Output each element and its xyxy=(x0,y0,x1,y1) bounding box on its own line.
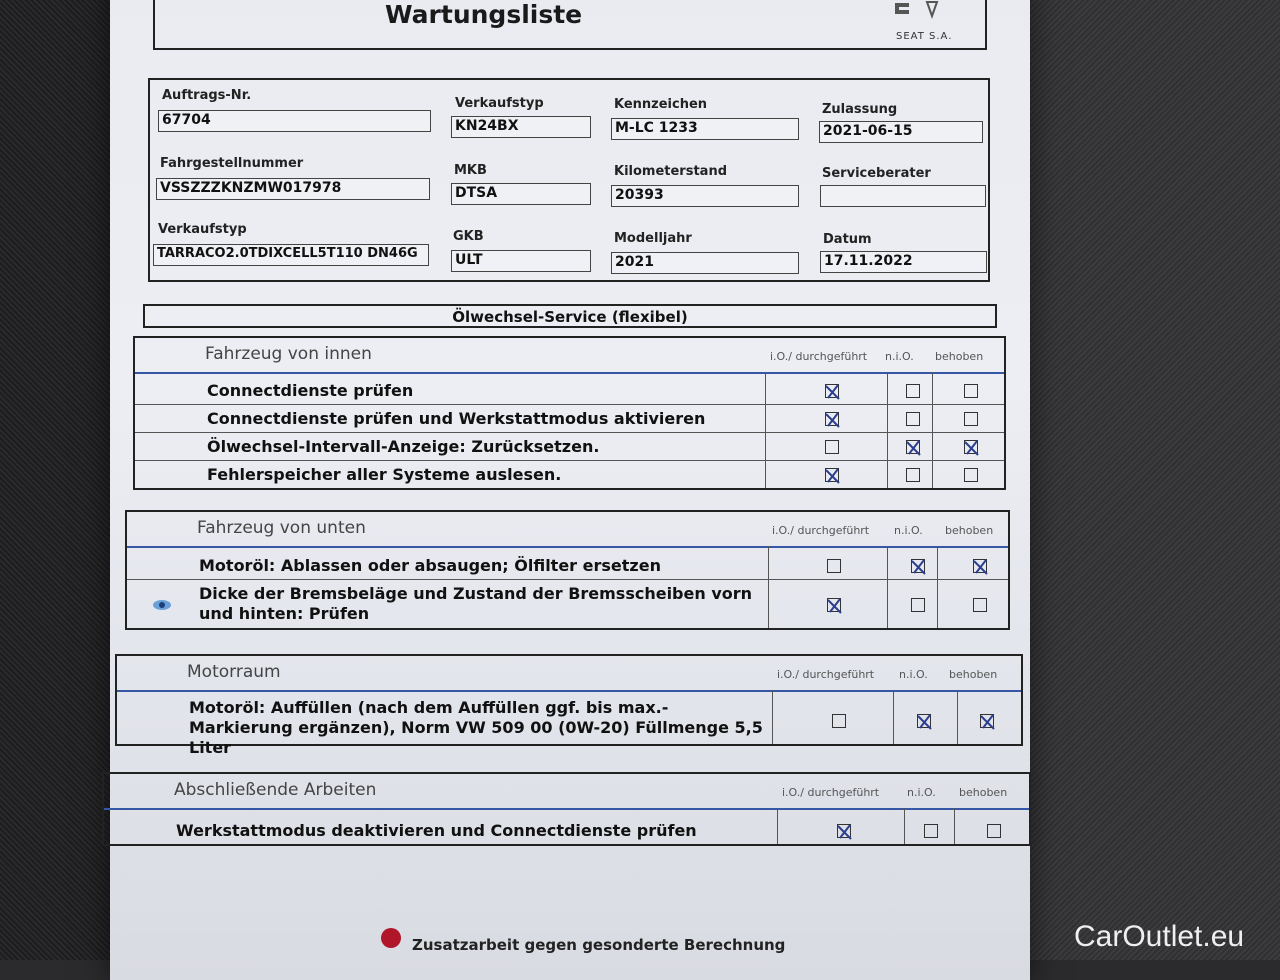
column-header-nio: n.i.O. xyxy=(885,350,914,363)
checkbox-io[interactable] xyxy=(827,559,841,573)
checklist-item-text: Ölwechsel-Intervall-Anzeige: Zurücksetzen. xyxy=(207,437,600,456)
checkbox-io[interactable] xyxy=(825,440,839,454)
order-number-label: Auftrags-Nr. xyxy=(162,88,252,103)
column-header-behoben: behoben xyxy=(949,668,998,681)
footer-note: Zusatzarbeit gegen gesonderte Berechnung xyxy=(412,936,786,954)
checkbox-nio[interactable] xyxy=(911,559,925,573)
sales-type-2-label: Verkaufstyp xyxy=(158,222,247,237)
eye-icon xyxy=(153,600,171,610)
section-2 xyxy=(115,654,1023,757)
checklist-item-text: Connectdienste prüfen xyxy=(207,381,414,400)
service-title-bar: Ölwechsel-Service (flexibel) xyxy=(143,304,997,328)
gkb-field: ULT xyxy=(451,250,591,272)
mkb-label: MKB xyxy=(454,163,487,178)
red-dot-icon xyxy=(381,928,401,948)
section-header xyxy=(104,774,1029,810)
checkbox-behoben[interactable] xyxy=(964,440,978,454)
mileage-field: 20393 xyxy=(611,185,799,207)
checkbox-nio[interactable] xyxy=(906,412,920,426)
registration-field: 2021-06-15 xyxy=(819,121,983,143)
document-title: Wartungsliste xyxy=(385,0,583,29)
model-year-label: Modelljahr xyxy=(614,231,692,246)
section-header xyxy=(127,512,1008,548)
column-header-nio: n.i.O. xyxy=(907,786,936,799)
checkbox-nio[interactable] xyxy=(911,598,925,612)
gkb-label: GKB xyxy=(453,229,484,244)
checkbox-nio[interactable] xyxy=(906,440,920,454)
checkbox-behoben[interactable] xyxy=(987,824,1001,838)
section-title: Fahrzeug von innen xyxy=(205,344,372,364)
checkbox-behoben[interactable] xyxy=(973,598,987,612)
checkbox-io[interactable] xyxy=(825,412,839,426)
checkbox-nio[interactable] xyxy=(917,714,931,728)
sales-type-2-field: TARRACO2.0TDIXCELL5T110 DN46G xyxy=(153,244,429,266)
checklist-row xyxy=(104,814,1029,848)
column-header-nio: n.i.O. xyxy=(899,668,928,681)
column-header-io: i.O./ durchgeführt xyxy=(772,524,870,537)
checklist-item-text: Connectdienste prüfen und Werkstattmodus aktivieren xyxy=(207,409,706,428)
checklist-item-text: Motoröl: Auffüllen (nach dem Auffüllen ggf. bis max.-Markierung ergänzen), Norm VW 509 00 (0W-20) Füllmenge 5,5 Liter xyxy=(189,698,763,757)
seat-logo-icon xyxy=(885,0,945,22)
checkbox-nio[interactable] xyxy=(924,824,938,838)
section-title: Motorraum xyxy=(187,662,281,682)
section-title: Abschließende Arbeiten xyxy=(174,780,377,800)
section-header xyxy=(117,656,1021,692)
checkbox-nio[interactable] xyxy=(906,468,920,482)
checkbox-behoben[interactable] xyxy=(980,714,994,728)
checkbox-io[interactable] xyxy=(832,714,846,728)
checkbox-io[interactable] xyxy=(825,384,839,398)
checklist-row xyxy=(135,377,1004,405)
checkbox-behoben[interactable] xyxy=(964,468,978,482)
checklist-row xyxy=(117,694,1021,757)
checklist-row xyxy=(135,461,1004,489)
column-header-io: i.O./ durchgeführt xyxy=(770,350,868,363)
sales-type-field: KN24BX xyxy=(451,116,591,138)
section-header xyxy=(135,338,1004,374)
section-title: Fahrzeug von unten xyxy=(197,518,366,538)
checklist-item-text: Motoröl: Ablassen oder absaugen; Ölfilter ersetzen xyxy=(199,555,661,575)
service-advisor-label: Serviceberater xyxy=(822,166,931,181)
column-header-nio: n.i.O. xyxy=(894,524,923,537)
checkbox-io[interactable] xyxy=(837,824,851,838)
checkbox-behoben[interactable] xyxy=(964,412,978,426)
checklist-item-text: Dicke der Bremsbeläge und Zustand der Bremsscheiben vorn und hinten: Prüfen xyxy=(199,584,753,623)
section-1 xyxy=(125,510,1010,630)
section-3 xyxy=(102,772,1031,846)
section-0 xyxy=(133,336,1006,490)
column-header-io: i.O./ durchgeführt xyxy=(777,668,875,681)
checkbox-nio[interactable] xyxy=(906,384,920,398)
mkb-field: DTSA xyxy=(451,183,591,205)
checklist-item-text: Werkstattmodus deaktivieren und Connectdienste prüfen xyxy=(176,821,697,840)
service-advisor-field xyxy=(820,185,986,207)
checklist-row xyxy=(127,580,1008,630)
watermark-logo: CarOutlet.eu xyxy=(1074,920,1245,953)
date-label: Datum xyxy=(823,232,872,247)
column-header-behoben: behoben xyxy=(935,350,984,363)
order-number-field: 67704 xyxy=(158,110,431,132)
checklist-item-text: Fehlerspeicher aller Systeme auslesen. xyxy=(207,465,562,484)
checkbox-behoben[interactable] xyxy=(973,559,987,573)
column-header-behoben: behoben xyxy=(945,524,994,537)
checkbox-io[interactable] xyxy=(827,598,841,612)
checklist-row xyxy=(135,405,1004,433)
license-plate-field: M-LC 1233 xyxy=(611,118,799,140)
vin-field: VSSZZZKNZMW017978 xyxy=(156,178,430,200)
date-field: 17.11.2022 xyxy=(820,251,987,273)
brand-label: SEAT S.A. xyxy=(896,31,953,42)
registration-label: Zulassung xyxy=(822,102,898,117)
column-header-io: i.O./ durchgeführt xyxy=(782,786,880,799)
vin-label: Fahrgestellnummer xyxy=(160,156,304,171)
license-plate-label: Kennzeichen xyxy=(614,97,708,112)
checklist-row xyxy=(135,433,1004,461)
checklist-row xyxy=(127,551,1008,580)
checkbox-behoben[interactable] xyxy=(964,384,978,398)
column-header-behoben: behoben xyxy=(959,786,1008,799)
checkbox-io[interactable] xyxy=(825,468,839,482)
model-year-field: 2021 xyxy=(611,252,799,274)
sales-type-label: Verkaufstyp xyxy=(455,96,544,111)
mileage-label: Kilometerstand xyxy=(614,164,728,179)
